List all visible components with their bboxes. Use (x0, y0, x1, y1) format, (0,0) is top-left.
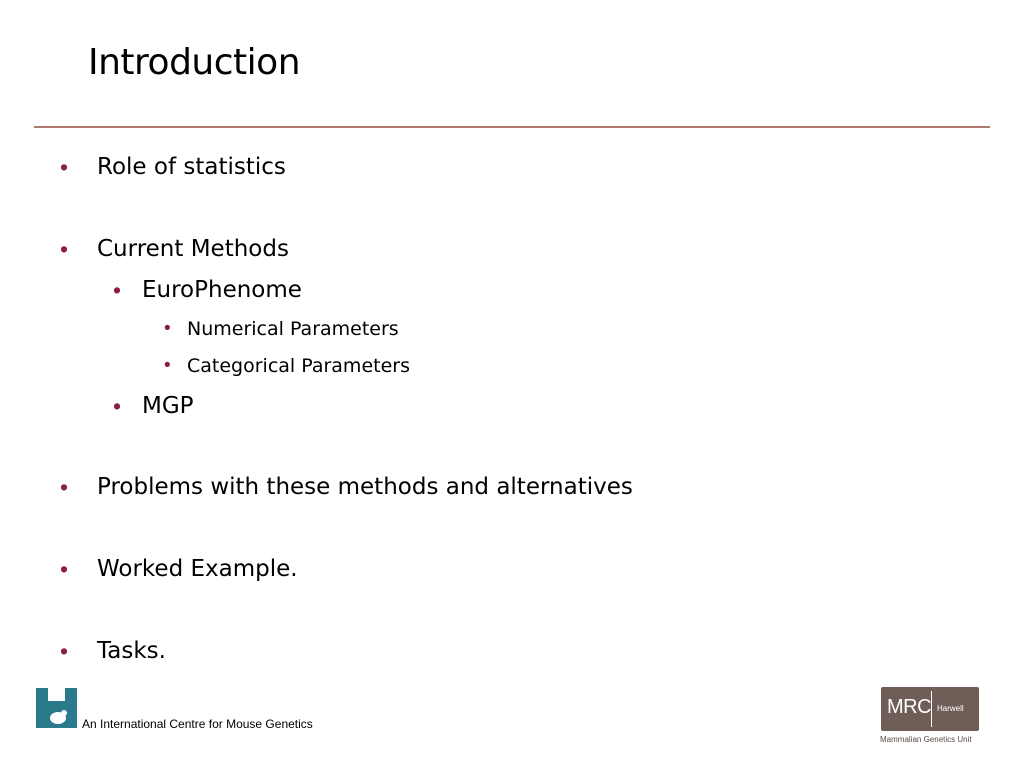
bullet-problems: Problems with these methods and alternatives (97, 474, 633, 500)
bullet-marker: • (60, 638, 69, 664)
mrc-logo-subtext: Harwell (937, 704, 964, 713)
bullet-current-methods: Current Methods (97, 236, 289, 262)
bullet-marker: • (164, 318, 171, 339)
bullet-europhenome: EuroPhenome (142, 277, 302, 303)
footer-tagline: An International Centre for Mouse Genetics (82, 717, 313, 731)
harwell-h-logo (35, 687, 78, 729)
bullet-worked-example: Worked Example. (97, 556, 298, 582)
bullet-mgp: MGP (142, 393, 194, 419)
mrc-logo-divider (931, 691, 932, 727)
bullet-numerical-parameters: Numerical Parameters (187, 318, 399, 340)
bullet-marker: • (60, 154, 69, 180)
mrc-caption: Mammalian Genetics Unit (880, 735, 972, 744)
mrc-logo-text: MRC (887, 696, 932, 718)
mrc-harwell-logo (881, 687, 979, 731)
bullet-marker: • (60, 474, 69, 500)
bullet-role-of-statistics: Role of statistics (97, 154, 286, 180)
bullet-marker: • (60, 236, 69, 262)
title-divider (34, 126, 990, 128)
bullet-marker: • (113, 277, 122, 303)
bullet-tasks: Tasks. (97, 638, 166, 664)
slide-title: Introduction (88, 42, 301, 83)
bullet-marker: • (113, 393, 122, 419)
bullet-marker: • (60, 556, 69, 582)
bullet-categorical-parameters: Categorical Parameters (187, 355, 410, 377)
bullet-marker: • (164, 355, 171, 376)
